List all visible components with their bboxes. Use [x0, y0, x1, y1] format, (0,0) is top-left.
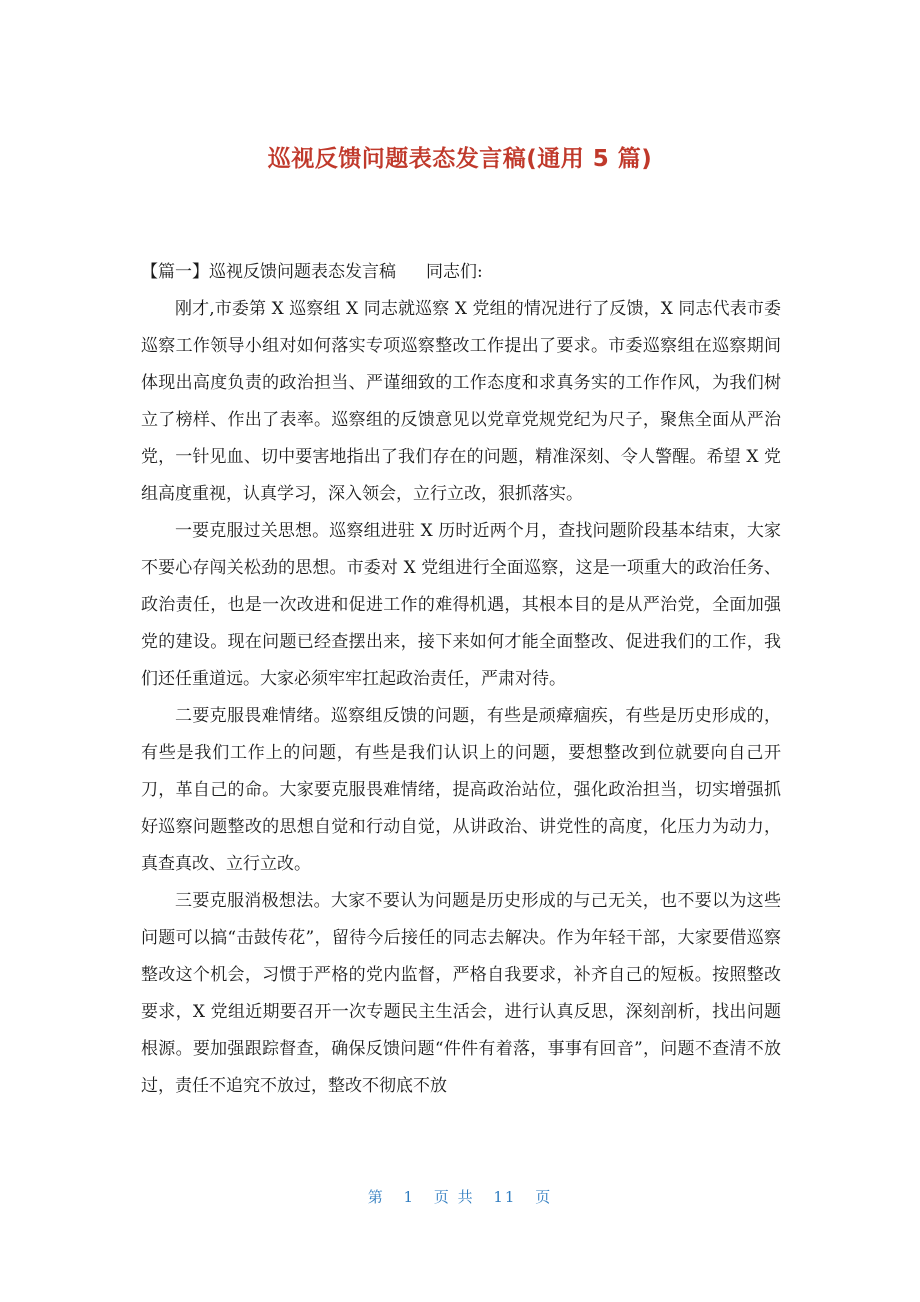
salutation: 同志们: [426, 262, 483, 282]
section-heading: 【篇一】巡视反馈问题表态发言稿 [141, 262, 396, 282]
footer-label-page: 第 [367, 1188, 385, 1206]
page-footer [0, 1186, 920, 1207]
current-page-number: 1 [403, 1188, 416, 1206]
total-pages-number: 11 [493, 1188, 517, 1206]
paragraph: 二要克服畏难情绪。巡察组反馈的问题，有些是顽瘴痼疾，有些是历史形成的，有些是我们工作上的问题，有些是我们认识上的问题，要想整改到位就要向自己开刀，革自己的命。大家要克服畏难情绪，提高政治站位，强化政治担当，切实增强抓好巡察问题整改的思想自觉和行动自觉，从讲政治、讲党性的高度，化压力为动力，真查真改、立行立改。 [141, 706, 781, 874]
paragraph: 刚才,市委第 X 巡察组 X 同志就巡察 X 党组的情况进行了反馈，X 同志代表市委巡察工作领导小组对如何落实专项巡察整改工作提出了要求。市委巡察组在巡察期间体现出高度负责的政治担当、严谨细致的工作态度和求真务实的工作作风，为我们树立了榜样、作出了表率。巡察组的反馈意见以党章党规党纪为尺子，聚焦全面从严治党，一针见血、切中要害地指出了我们存在的问题，精准深刻、令人警醒。希望 X 党组高度重视，认真学习，深入领会，立行立改，狠抓落实。 [141, 299, 781, 504]
paragraph: 一要克服过关思想。巡察组进驻 X 历时近两个月，查找问题阶段基本结束，大家不要心存闯关松劲的思想。市委对 X 党组进行全面巡察，这是一项重大的政治任务、政治责任，也是一次改进和促进工作的难得机遇，其根本目的是从严治党，全面加强党的建设。现在问题已经查摆出来，接下来如何才能全面整改、促进我们的工作，我们还任重道远。大家必须牢牢扛起政治责任，严肃对待。 [141, 521, 781, 689]
section-intro [141, 254, 781, 291]
paragraph: 三要克服消极想法。大家不要认为问题是历史形成的与己无关，也不要以为这些问题可以搞“击鼓传花”，留待今后接任的同志去解决。作为年轻干部，大家要借巡察整改这个机会，习惯于严格的党内监督，严格自我要求，补齐自己的短板。按照整改要求，X 党组近期要召开一次专题民主生活会，进行认真反思，深刻剖析，找出问题根源。要加强跟踪督查，确保反馈问题“件件有着落，事事有回音”，问题不查清不放过，责任不追究不放过，整改不彻底不放 [141, 891, 781, 1096]
document-title: 巡视反馈问题表态发言稿(通用 5 篇) [267, 146, 653, 172]
footer-label-of: 页 共 [433, 1188, 475, 1206]
document-body [141, 254, 781, 1105]
footer-label-pages: 页 [535, 1188, 553, 1206]
